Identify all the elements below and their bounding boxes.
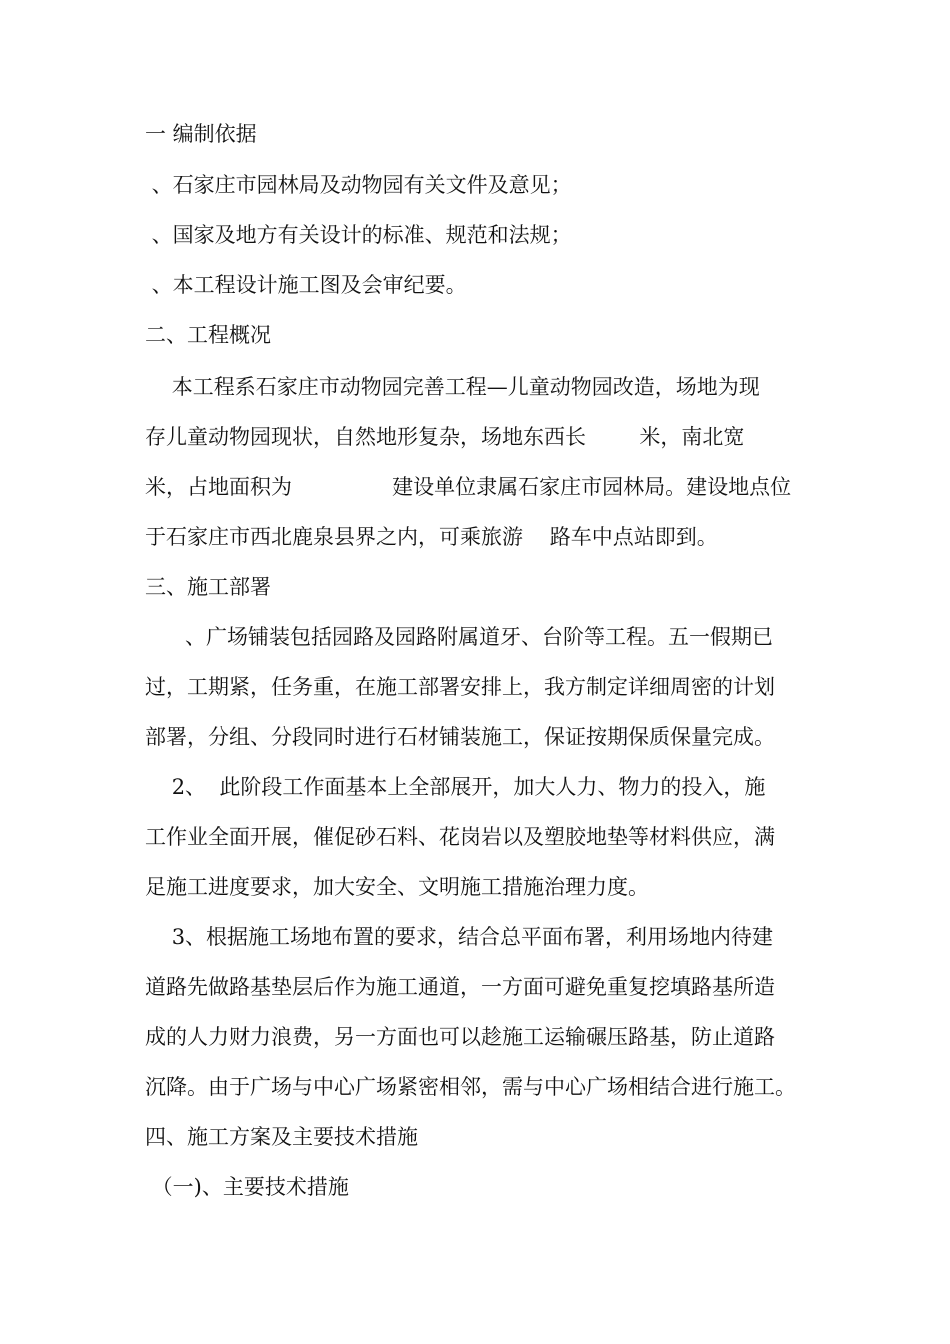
- overview-line-4: 于石家庄市西北鹿泉县界之内，可乘旅游 路车中点站即到。: [145, 525, 718, 549]
- heading-construction-plan: 四、施工方案及主要技术措施: [145, 1125, 418, 1149]
- deployment-2-line-3: 足施工进度要求，加大安全、文明施工措施治理力度。: [145, 875, 649, 899]
- deployment-1-line-2: 过，工期紧，任务重，在施工部署安排上，我方制定详细周密的计划: [145, 675, 775, 699]
- deployment-3-line-3: 成的人力财力浪费，另一方面也可以趁施工运输碾压路基，防止道路: [145, 1025, 775, 1049]
- deployment-1-line-3: 部署，分组、分段同时进行石材铺装施工，保证按期保质保量完成。: [145, 725, 775, 749]
- overview-line-1: 本工程系石家庄市动物园完善工程—儿童动物园改造，场地为现: [145, 375, 760, 399]
- deployment-3-line-2: 道路先做路基垫层后作为施工通道，一方面可避免重复挖填路基所造: [145, 975, 775, 999]
- heading-compilation-basis: 一 编制依据: [145, 122, 257, 146]
- basis-item-1: 、石家庄市园林局及动物园有关文件及意见；: [145, 173, 572, 197]
- overview-line-3: 米，占地面积为 建设单位隶属石家庄市园林局。建设地点位: [145, 475, 792, 499]
- deployment-3-line-1: 3、根据施工场地布置的要求，结合总平面布署，利用场地内待建: [145, 925, 774, 949]
- basis-item-3: 、本工程设计施工图及会审纪要。: [145, 273, 467, 297]
- deployment-1-line-1: 、广场铺装包括园路及园路附属道牙、台阶等工程。五一假期已: [145, 625, 774, 649]
- deployment-3-line-4: 沉降。由于广场与中心广场紧密相邻，需与中心广场相结合进行施工。: [145, 1075, 796, 1099]
- basis-item-2: 、国家及地方有关设计的标准、规范和法规；: [145, 223, 572, 247]
- overview-line-2: 存儿童动物园现状，自然地形复杂，场地东西长 米，南北宽: [145, 425, 745, 449]
- heading-project-overview: 二、工程概况: [145, 323, 271, 347]
- deployment-2-line-2: 工作业全面开展，催促砂石料、花岗岩以及塑胶地垫等材料供应，满: [145, 825, 775, 849]
- subheading-main-technical-measures: （一)、主要技术措施: [145, 1175, 349, 1199]
- deployment-2-line-1: 2、 此阶段工作面基本上全部展开，加大人力、物力的投入，施: [145, 775, 766, 799]
- heading-construction-deployment: 三、施工部署: [145, 575, 271, 599]
